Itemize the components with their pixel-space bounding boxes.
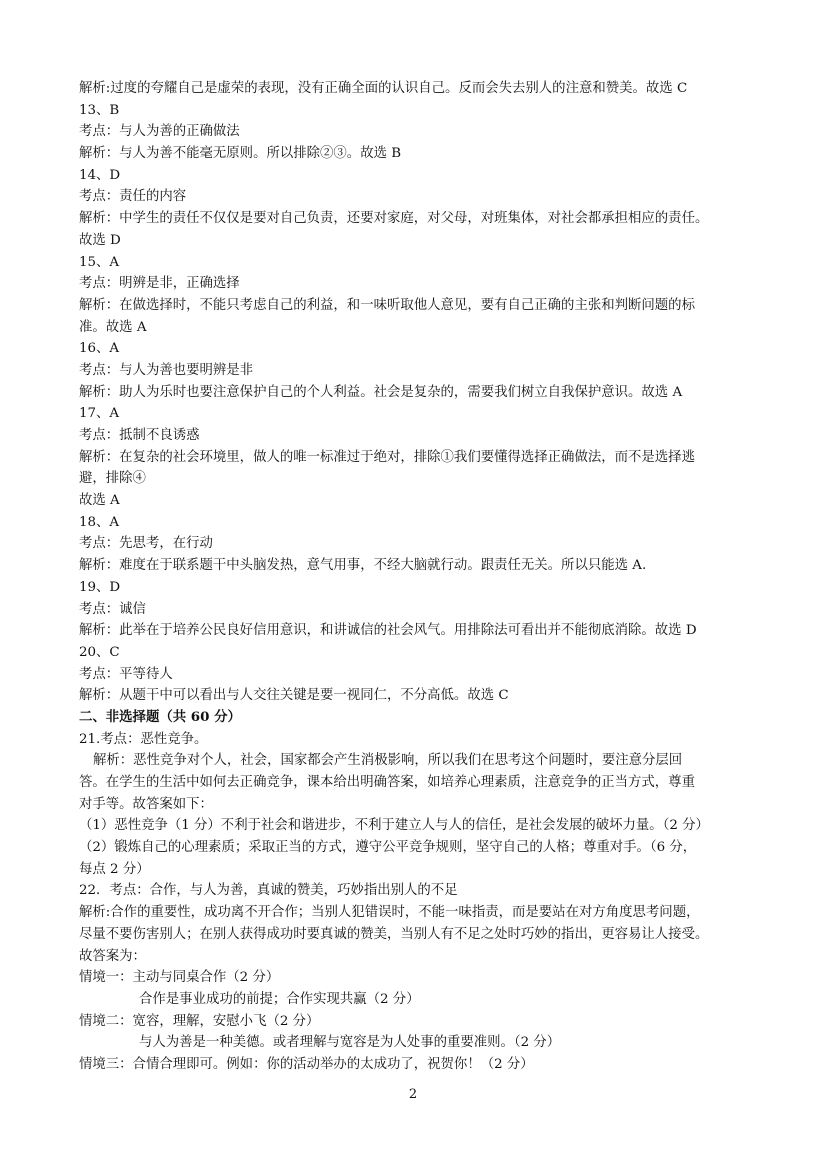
page-number: 2 bbox=[408, 1087, 418, 1102]
text-line: 解析:合作的重要性，成功离不开合作；当别人犯错误时，不能一味指责，而是要站在对方角度思考问题， bbox=[79, 905, 700, 921]
text-line: 解析：在做选择时，不能只考虑自己的利益，和一味听取他人意见，要有自己正确的主张和判断问题的标 bbox=[79, 297, 695, 313]
text-line: 解析：恶性竞争对个人，社会，国家都会产生消极影响，所以我们在思考这个问题时，要注意分层回 bbox=[93, 753, 683, 769]
text-line: 考点：明辨是非，正确选择 bbox=[79, 276, 240, 292]
text-line: 答。在学生的生活中如何去正确竞争，课本给出明确答案，如培养心理素质，注意竞争的正当方式，尊重 bbox=[79, 775, 695, 790]
question-number: 20、C bbox=[79, 644, 120, 660]
text-line: （2）锻炼自己的心理素质；采取正当的方式，遵守公平竞争规则，坚守自己的人格；尊重对手。（6 分， bbox=[79, 840, 697, 856]
text-line: 情境三：合情合理即可。例如：你的活动举办的太成功了，祝贺你！（2 分） bbox=[79, 1056, 534, 1072]
text-line: 对手等。故答案如下： bbox=[79, 796, 213, 812]
question-number: 18、A bbox=[79, 514, 120, 530]
text-line: 考点：平等待人 bbox=[79, 666, 173, 682]
text-line: 准。故选 A bbox=[79, 319, 147, 335]
document-body bbox=[79, 78, 749, 1076]
question-number: 19、D bbox=[79, 579, 121, 595]
text-line: 解析：此举在于培养公民良好信用意识，和讲诚信的社会风气。用排除法可看出并不能彻底消除。故选 D bbox=[79, 623, 697, 639]
text-line: 合作是事业成功的前提；合作实现共赢（2 分） bbox=[139, 991, 420, 1007]
text-line: 避，排除④ bbox=[79, 471, 146, 487]
text-line: 考点：诚信 bbox=[79, 601, 146, 617]
text-line: 解析：难度在于联系题干中头脑发热，意气用事，不经大脑就行动。跟责任无关。所以只能选 A. bbox=[79, 558, 647, 574]
text-line: 情境二：宽容，理解，安慰小飞（2 分） bbox=[79, 1013, 320, 1029]
text-line: 情境一：主动与同桌合作（2 分） bbox=[79, 970, 280, 986]
question-number: 16、A bbox=[79, 341, 120, 357]
text-line: 解析：与人为善不能毫无原则。所以排除②③。故选 B bbox=[79, 146, 402, 162]
text-line: 考点：责任的内容 bbox=[79, 189, 187, 205]
text-line: （1）恶性竞争（1 分）不利于社会和谐进步，不利于建立人与人的信任，是社会发展的破坏力量。（2 分） bbox=[79, 818, 709, 834]
question-number: 15、A bbox=[79, 254, 120, 270]
text-line: 解析:过度的夸耀自己是虚荣的表现，没有正确全面的认识自己。反而会失去别人的注意和赞美。故选 C bbox=[79, 81, 688, 96]
text-line: 考点：抵制不良诱惑 bbox=[79, 428, 200, 443]
question-number: 17、A bbox=[79, 406, 120, 422]
text-line: 解析：助人为乐时也要注意保护自己的个人利益。社会是复杂的，需要我们树立自我保护意识。故选 A bbox=[79, 384, 683, 400]
text-line: 解析：从题干中可以看出与人交往关键是要一视同仁，不分高低。故选 C bbox=[79, 688, 509, 704]
text-line: 考点：与人为善的正确做法 bbox=[79, 124, 240, 140]
question-number: 13、B bbox=[79, 102, 120, 118]
text-line: 解析：中学生的责任不仅仅是要对自己负责，还要对家庭，对父母，对班集体，对社会都承担相应的责任。 bbox=[79, 211, 709, 227]
text-line: 与人为善是一种美德。或者理解与宽容是为人处事的重要准则。（2 分） bbox=[139, 1035, 561, 1051]
section-heading: 二、非选择题（共 60 分） bbox=[79, 708, 241, 725]
text-line: 考点：与人为善也要明辨是非 bbox=[79, 362, 254, 378]
text-line: 解析：在复杂的社会环境里，做人的唯一标准过于绝对，排除①我们要懂得选择正确做法，而不是选择逃 bbox=[79, 449, 695, 465]
question-number: 14、D bbox=[79, 167, 121, 183]
text-line: 每点 2 分） bbox=[79, 861, 150, 877]
text-line: 尽量不要伤害别人；在别人获得成功时要真诚的赞美，当别人有不足之处时巧妙的指出，更容易让人接受。 bbox=[79, 926, 709, 942]
text-line: 考点：先思考，在行动 bbox=[79, 536, 213, 552]
text-line: 22．考点：合作，与人为善，真诚的赞美，巧妙指出别人的不足 bbox=[79, 883, 458, 899]
text-line: 故选 A bbox=[79, 493, 120, 509]
text-line: 故选 D bbox=[79, 232, 121, 248]
text-line: 故答案为： bbox=[79, 948, 146, 964]
text-line: 21.考点：恶性竞争。 bbox=[79, 731, 208, 747]
